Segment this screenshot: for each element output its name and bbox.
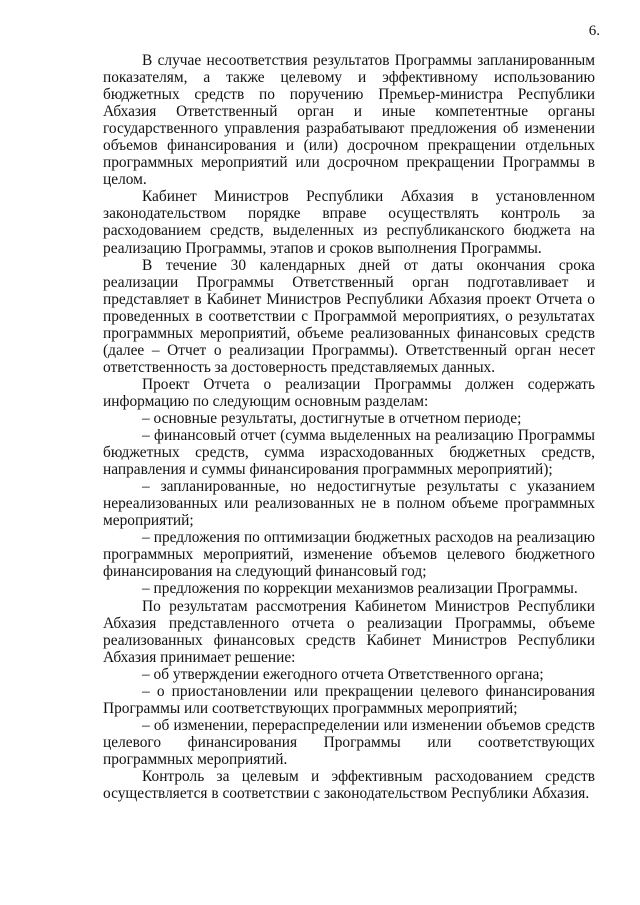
list-item-optimization-proposals: – предложения по оптимизации бюджетных расходов на реализацию программных мероприятий, изменение объемов целевого бюджетного финансирования на следующий финансовый год; — [103, 529, 595, 581]
paragraph-report-deadline: В течение 30 календарных дней от даты окончания срока реализации Программы Ответственный орган подготавливает и представляет в Кабинет Министров Республики Абхазия проект Отчета о проведенных в соответствии с Программой мероприятиях, о результатах программных мероприятий, объеме реализованных финансовых средств (далее – Отчет о реализации Программы). Ответственный орган несет ответственность за достоверность представляемых данных. — [103, 256, 595, 376]
list-item-funding-suspension: – о приостановлении или прекращении целевого финансирования Программы или соответствующих программных мероприятий; — [103, 682, 595, 717]
page-number: 6. — [588, 23, 600, 39]
list-item-financial-report: – финансовый отчет (сумма выделенных на реализацию Программы бюджетных средств, сумма израсходованных бюджетных средств, направления и суммы финансирования программных мероприятий); — [103, 427, 595, 479]
paragraph-cabinet-control: Кабинет Министров Республики Абхазия в установленном законодательством порядке вправе осуществлять контроль за расходованием средств, выделенных из республиканского бюджета на реализацию Программы, этапов и сроков выполнения Программы. — [103, 188, 595, 257]
list-item-main-results: – основные результаты, достигнутые в отчетном периоде; — [142, 409, 522, 427]
list-item-unachieved-results: – запланированные, но недостигнутые результаты с указанием нереализованных или реализованных не в полном объеме программных мероприятий; — [103, 478, 595, 530]
paragraph-program-mismatch: В случае несоответствия результатов Программы запланированным показателям, а также целевому и эффективному использованию бюджетных средств по поручению Премьер-министра Республики Абхазия Ответственный орган и иные компетентные органы государственного управления разрабатывают предложения об изменении объемов финансирования и (или) досрочном прекращении отдельных программных мероприятий или досрочном прекращении Программы в целом. — [103, 52, 595, 189]
paragraph-report-contents: Проект Отчета о реализации Программы должен содержать информацию по следующим основным разделам: — [103, 375, 595, 410]
document-body — [103, 52, 595, 802]
list-item-report-approval: – об утверждении ежегодного отчета Ответственного органа; — [142, 665, 544, 683]
paragraph-expenditure-control: Контроль за целевым и эффективным расходованием средств осуществляется в соответствии с законодательством Республики Абхазия. — [103, 767, 595, 803]
list-item-funding-redistribution: – об изменении, перераспределении или изменении объемов средств целевого финансирования Программы или соответствующих программных мероприятий. — [103, 716, 595, 768]
list-item-mechanism-correction: – предложения по коррекции механизмов реализации Программы. — [142, 580, 578, 598]
paragraph-cabinet-decision: По результатам рассмотрения Кабинетом Министров Республики Абхазия представленного отчета о реализации Программы, объеме реализованных финансовых средств Кабинет Министров Республики Абхазия принимает решение: — [103, 597, 595, 666]
